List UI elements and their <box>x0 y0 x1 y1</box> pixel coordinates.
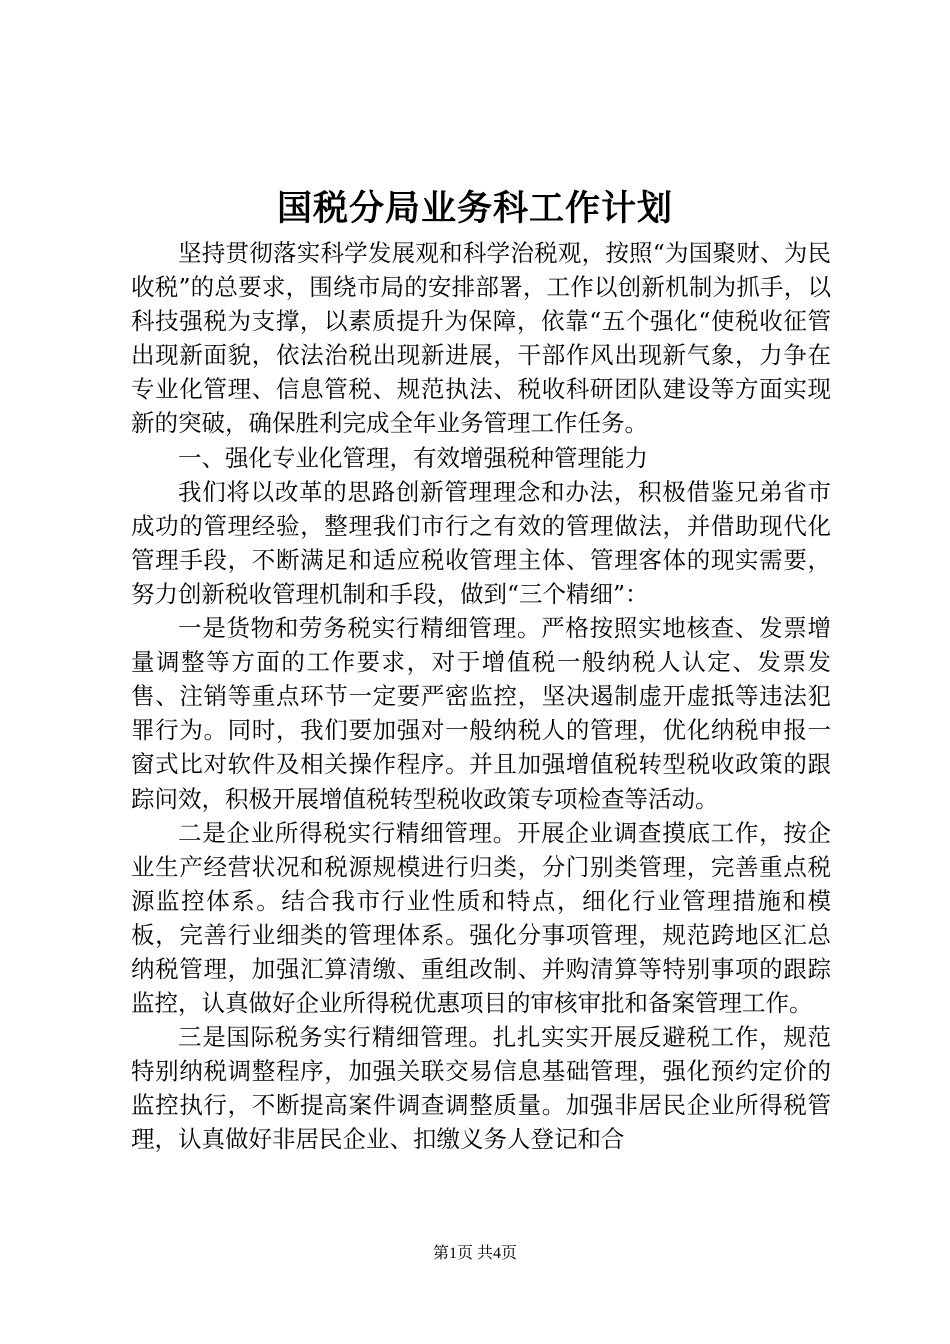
section-heading-1: 一、强化专业化管理，有效增强税种管理能力 <box>178 443 648 472</box>
paragraph-item-2: 二是企业所得税实行精细管理。开展企业调查摸底工作，按企业生产经营状况和税源规模进行归类，分门别类管理，完善重点税源监控体系。结合我市行业性质和特点，细化行业管理措施和模板，完善行业细类的管理体系。强化分事项管理，规范跨地区汇总纳税管理，加强汇算清缴、重组改制、并购清算等特别事项的跟踪监控，认真做好企业所得税优惠项目的审核审批和备案管理工作。 <box>131 818 831 1018</box>
paragraph-item-1: 一是货物和劳务税实行精细管理。严格按照实地核查、发票增量调整等方面的工作要求，对于增值税一般纳税人认定、发票发售、注销等重点环节一定要严密监控，坚决遏制虚开虚抵等违法犯罪行为。同时，我们要加强对一般纳税人的管理，优化纳税申报一窗式比对软件及相关操作程序。并且加强增值税转型税收政策的跟踪问效，积极开展增值税转型税收政策专项检查等活动。 <box>131 614 831 813</box>
page-number-footer: 第1页 共4页 <box>432 1245 517 1262</box>
document-body <box>131 236 831 1157</box>
paragraph-item-3: 三是国际税务实行精细管理。扎扎实实开展反避税工作，规范特别纳税调整程序，加强关联交易信息基础管理，强化预约定价的监控执行，不断提高案件调查调整质量。加强非居民企业所得税管理，认真做好非居民企业、扣缴义务人登记和合 <box>131 1023 831 1154</box>
paragraph-intro: 坚持贯彻落实科学发展观和科学治税观，按照“为国聚财、为民收税”的总要求，围绕市局的安排部署，工作以创新机制为抓手，以科技强税为支撑，以素质提升为保障，依靠“五个强化“使税收征管出现新面貌，依法治税出现新进展，干部作风出现新气象，力争在专业化管理、信息管税、规范执法、税收科研团队建设等方面实现新的突破，确保胜利完成全年业务管理工作任务。 <box>131 239 831 438</box>
paragraph-section-1: 我们将以改革的思路创新管理理念和办法，积极借鉴兄弟省市成功的管理经验，整理我们市行之有效的管理做法，并借助现代化管理手段，不断满足和适应税收管理主体、管理客体的现实需要，努力创新税收管理机制和手段，做到“三个精细”： <box>131 477 831 608</box>
document-title: 国税分局业务科工作计划 <box>276 188 673 229</box>
